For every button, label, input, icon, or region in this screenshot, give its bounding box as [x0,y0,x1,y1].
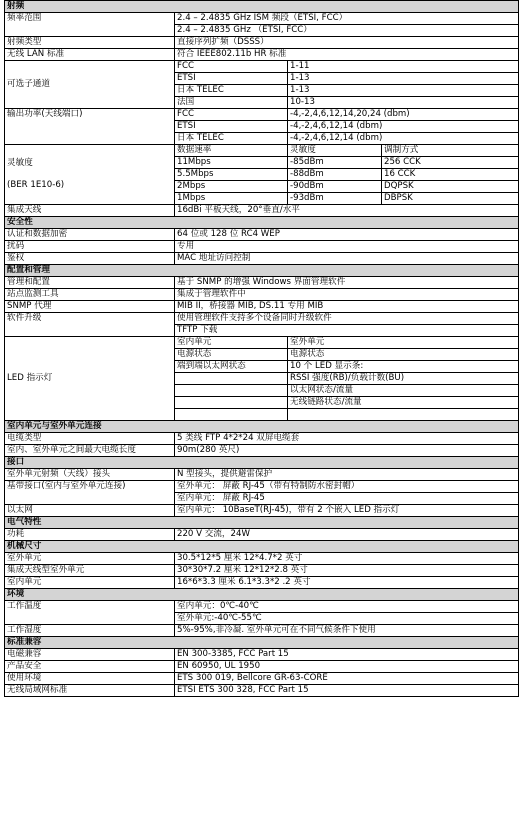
spec-row [5,625,519,637]
spec-row [5,505,519,517]
spec-row [5,205,519,217]
spec-row [5,229,519,241]
spec-value: 16*6*3.3 厘米 6.1*3.3*2 .2 英寸 [175,577,519,589]
spec-row [5,565,519,577]
spec-value: 集成于管理软件中 [175,289,519,301]
spec-value: 室内单元： 屏蔽 RJ-45 [175,493,519,505]
section-header-row [5,541,519,553]
spec-row [5,145,519,157]
spec-value: ETSI [175,121,288,133]
spec-value: 以太网状态/流量 [288,385,519,397]
spec-value: 电源状态 [288,349,519,361]
section-header-row [5,637,519,649]
section-title: 环境 [5,589,519,601]
spec-row [5,337,519,349]
section-header-row [5,217,519,229]
spec-value: 室外单元:-40℃-55℃ [175,613,519,625]
spec-value: EN 60950, UL 1950 [175,661,519,673]
spec-value: 日本 TELEC [175,133,288,145]
spec-label: 集成天线 [5,205,175,217]
spec-value: -85dBm [288,157,382,169]
spec-row [5,301,519,313]
spec-value: 1-11 [288,61,519,73]
spec-value: 室内单元 [175,337,288,349]
spec-row [5,529,519,541]
spec-label: 无线局域网标准 [5,685,175,697]
spec-label: 室内单元 [5,577,175,589]
spec-value: 灵敏度 [288,145,382,157]
section-header-row [5,589,519,601]
spec-label: SNMP 代理 [5,301,175,313]
spec-value: MIB II，桥接器 MIB, DS.11 专用 MIB [175,301,519,313]
spec-label: 集成天线型室外单元 [5,565,175,577]
spec-row [5,241,519,253]
spec-value: 30*30*7.2 厘米 12*12*2.8 英寸 [175,565,519,577]
spec-value: 法国 [175,97,288,109]
section-title: 接口 [5,457,519,469]
spec-row [5,253,519,265]
spec-value: 1-13 [288,85,519,97]
spec-value: ETSI [175,73,288,85]
spec-row [5,109,519,121]
spec-label: 功耗 [5,529,175,541]
spec-value: 电源状态 [175,349,288,361]
spec-value: N 型接头，提供避雷保护 [175,469,519,481]
spec-value: -88dBm [288,169,382,181]
spec-value: 1Mbps [175,193,288,205]
spec-row [5,661,519,673]
spec-row [5,553,519,565]
spec-row [5,577,519,589]
section-header-row [5,421,519,433]
spec-value: FCC [175,61,288,73]
spec-label: 电磁兼容 [5,649,175,661]
spec-value: 室外单元 [288,337,519,349]
spec-label: 频率范围 [5,13,175,37]
spec-value: 5.5Mbps [175,169,288,181]
spec-value: 调制方式 [382,145,519,157]
spec-row [5,313,519,325]
spec-value: TFTP 下载 [175,325,519,337]
spec-row [5,37,519,49]
spec-label: 电缆类型 [5,433,175,445]
spec-value [175,373,288,385]
spec-value [175,397,288,409]
section-header-row [5,1,519,13]
spec-label: 软件升级 [5,313,175,337]
section-header-row [5,517,519,529]
spec-label: 站点监测工具 [5,289,175,301]
spec-value: 2.4 – 2.4835 GHz （ETSI, FCC） [175,25,519,37]
spec-table [4,0,519,697]
section-title: 标准兼容 [5,637,519,649]
spec-row [5,13,519,25]
spec-label: 基带接口(室内与室外单元连接) [5,481,175,505]
spec-value: 专用 [175,241,519,253]
spec-row [5,649,519,661]
spec-value: -90dBm [288,181,382,193]
spec-value: 室外单元： 屏蔽 RJ-45（带有特制防水密封帽） [175,481,519,493]
spec-label: 室内、室外单元之间最大电缆长度 [5,445,175,457]
spec-label: 工作温度 [5,601,175,625]
spec-row [5,445,519,457]
spec-value: 10-13 [288,97,519,109]
spec-row [5,277,519,289]
spec-row [5,673,519,685]
spec-value: 2.4 – 2.4835 GHz ISM 频段（ETSI, FCC） [175,13,519,25]
spec-label: 产品安全 [5,661,175,673]
spec-label: 鉴权 [5,253,175,265]
spec-value: EN 300-3385, FCC Part 15 [175,649,519,661]
spec-value [175,409,288,421]
spec-value: -4,-2,4,6,12,14 (dbm) [288,121,519,133]
spec-value: 无线链路状态/流量 [288,397,519,409]
spec-value: 2Mbps [175,181,288,193]
spec-label: 可选子通道 [5,61,175,109]
spec-value: 使用管理软件支持多个设备同时升级软件 [175,313,519,325]
section-header-row [5,265,519,277]
spec-label: 射频类型 [5,37,175,49]
spec-value: DQPSK [382,181,519,193]
spec-value: 日本 TELEC [175,85,288,97]
spec-label: LED 指示灯 [5,337,175,421]
spec-value: 10 个 LED 显示条: [288,361,519,373]
section-title: 安全性 [5,217,519,229]
spec-value: 室内单元： 10BaseT(RJ-45)，带有 2 个嵌入 LED 指示灯 [175,505,519,517]
spec-value: 1-13 [288,73,519,85]
section-title: 配置和管理 [5,265,519,277]
spec-value: 64 位或 128 位 RC4 WEP [175,229,519,241]
spec-label: 室外单元射频（天线）接头 [5,469,175,481]
spec-label: 灵敏度 (BER 1E10-6) [5,145,175,205]
spec-value: 16dBi 平板天线，20°垂直/水平 [175,205,519,217]
spec-value: RSSI 强度(RB)/负载计数(BU) [288,373,519,385]
spec-row [5,601,519,613]
spec-value [175,385,288,397]
spec-value: 5 类线 FTP 4*2*24 双屏电缆套 [175,433,519,445]
spec-label: 认证和数据加密 [5,229,175,241]
spec-label: 以太网 [5,505,175,517]
spec-value: ETS 300 019, Bellcore GR-63-CORE [175,673,519,685]
spec-label: 管理和配置 [5,277,175,289]
spec-sheet [4,0,518,697]
spec-label: 使用环境 [5,673,175,685]
spec-value: MAC 地址访问控制 [175,253,519,265]
spec-label: 工作湿度 [5,625,175,637]
spec-value: -4,-2,4,6,12,14 (dbm) [288,133,519,145]
spec-value: 端到端以太网状态 [175,361,288,373]
spec-value: 数据速率 [175,145,288,157]
spec-value: 90m(280 英尺) [175,445,519,457]
spec-value: 220 V 交流，24W [175,529,519,541]
spec-label: 输出功率(天线端口) [5,109,175,145]
spec-value: 30.5*12*5 厘米 12*4.7*2 英寸 [175,553,519,565]
spec-row [5,61,519,73]
spec-value: 室内单元：0℃-40℃ [175,601,519,613]
section-title: 电气特性 [5,517,519,529]
spec-value: 11Mbps [175,157,288,169]
spec-value: 符合 IEEE802.11b HR 标准 [175,49,519,61]
spec-label: 无线 LAN 标准 [5,49,175,61]
section-header-row [5,457,519,469]
spec-row [5,469,519,481]
spec-value: FCC [175,109,288,121]
spec-row [5,49,519,61]
spec-value: -93dBm [288,193,382,205]
spec-row [5,685,519,697]
section-title: 室内单元与室外单元连接 [5,421,519,433]
section-title: 射频 [5,1,519,13]
spec-label: 扰码 [5,241,175,253]
spec-value [288,409,519,421]
spec-value: 16 CCK [382,169,519,181]
spec-value: 直接序列扩频（DSSS） [175,37,519,49]
spec-row [5,481,519,493]
spec-row [5,289,519,301]
spec-value: 基于 SNMP 的增强 Windows 界面管理软件 [175,277,519,289]
section-title: 机械尺寸 [5,541,519,553]
spec-value: 256 CCK [382,157,519,169]
spec-value: ETSI ETS 300 328, FCC Part 15 [175,685,519,697]
spec-value: -4,-2,4,6,12,14,20,24 (dbm) [288,109,519,121]
spec-value: DBPSK [382,193,519,205]
spec-label: 室外单元 [5,553,175,565]
spec-row [5,433,519,445]
spec-value: 5%-95%,非冷凝. 室外单元可在不同气候条件下使用 [175,625,519,637]
